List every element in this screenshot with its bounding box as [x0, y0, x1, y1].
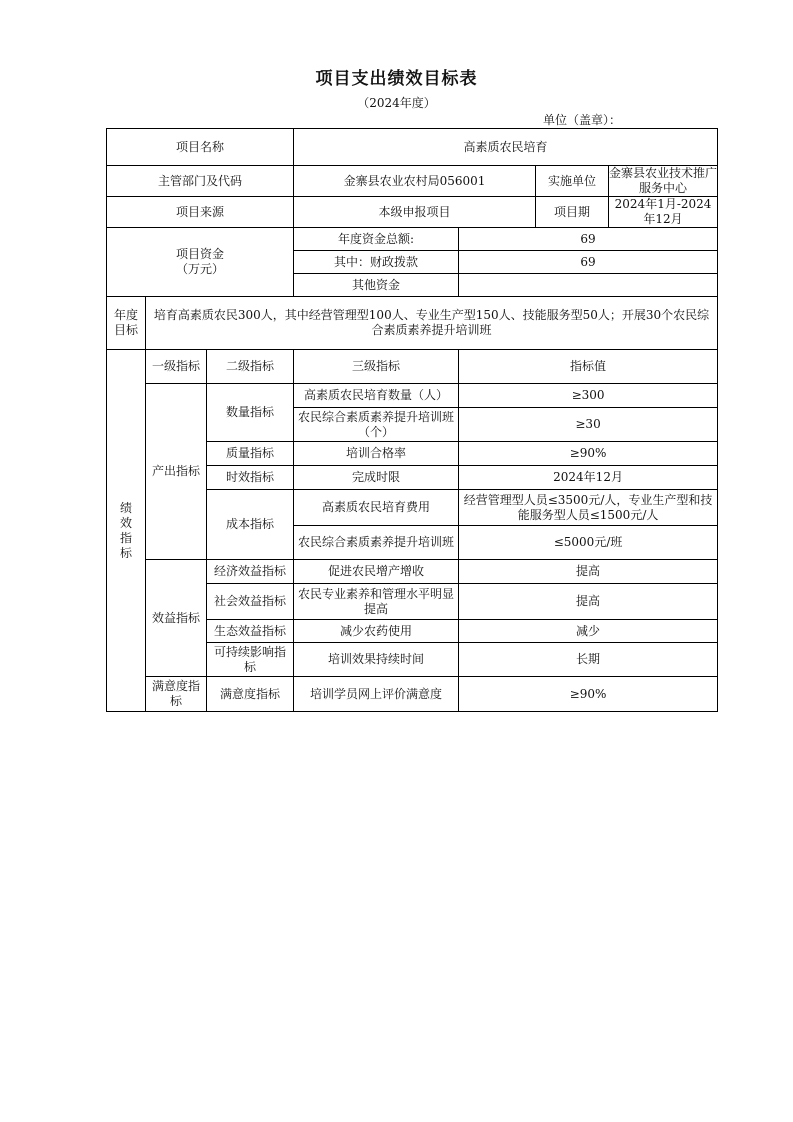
indicator-name: 培训合格率 [294, 442, 459, 466]
table-row [107, 166, 718, 197]
funds-label-line1: 项目资金 [176, 247, 225, 261]
unit-stamp-label: 单位（盖章）： [543, 113, 622, 127]
social-indicators-label: 社会效益指标 [207, 584, 294, 620]
indicator-value: ≥300 [459, 384, 718, 408]
performance-target-table [106, 128, 718, 712]
document-title: 项目支出绩效目标表 [315, 69, 478, 89]
period-cell [536, 197, 718, 228]
table-row [107, 129, 718, 166]
indicator-name: 高素质农民培育数量（人） [294, 384, 459, 408]
dept-label: 主管部门及代码 [107, 166, 294, 197]
indicator-name: 减少农药使用 [294, 620, 459, 643]
sustainability-indicators-label: 可持续影响指标 [207, 643, 294, 677]
impl-unit-label: 实施单位 [536, 166, 609, 196]
funds-fiscal-value: 69 [459, 251, 718, 274]
table-row [107, 228, 718, 251]
header-value: 指标值 [459, 350, 718, 384]
indicator-value: ≥90% [459, 677, 718, 712]
satisfaction-indicators-label: 满意度指标 [146, 677, 207, 712]
period-label: 项目期 [536, 197, 609, 227]
indicator-name: 农民专业素养和管理水平明显提高 [294, 584, 459, 620]
indicator-value: 提高 [459, 560, 718, 584]
quality-indicators-label: 质量指标 [207, 442, 294, 466]
impl-unit-cell [536, 166, 718, 197]
indicator-value: 减少 [459, 620, 718, 643]
table-row [107, 560, 718, 584]
annual-goal-text: 培育高素质农民300人，其中经营管理型100人、专业生产型150人、技能服务型50人；开展30个农民综合素质素养提升培训班 [146, 297, 718, 350]
indicator-value: ≥90% [459, 442, 718, 466]
table-row [107, 350, 718, 384]
indicator-value: 长期 [459, 643, 718, 677]
satisfaction-sub-label: 满意度指标 [207, 677, 294, 712]
table-row [107, 677, 718, 712]
period-value: 2024年1月-2024年12月 [614, 197, 712, 226]
project-name-value: 高素质农民培育 [294, 129, 718, 166]
funds-label-line2: （万元） [176, 262, 225, 276]
annual-goal-label-line1: 年度 [113, 308, 138, 322]
performance-char: 标 [119, 545, 132, 560]
source-label: 项目来源 [107, 197, 294, 228]
dept-value: 金寨县农业农村局056001 [294, 166, 536, 197]
table-row [107, 384, 718, 408]
funds-label [107, 228, 294, 297]
performance-char: 指 [119, 530, 132, 545]
funds-total-label: 年度资金总额: [294, 228, 459, 251]
table-row [107, 297, 718, 350]
annual-goal-label-line2: 目标 [113, 323, 138, 337]
ecological-indicators-label: 生态效益指标 [207, 620, 294, 643]
header-level2: 二级指标 [207, 350, 294, 384]
cost-indicators-label: 成本指标 [207, 490, 294, 560]
time-indicators-label: 时效指标 [207, 466, 294, 490]
funds-other-label: 其他资金 [294, 274, 459, 297]
funds-fiscal-label: 其中：财政拨款 [294, 251, 459, 274]
indicator-name: 培训效果持续时间 [294, 643, 459, 677]
funds-total-value: 69 [459, 228, 718, 251]
indicator-name: 促进农民增产增收 [294, 560, 459, 584]
indicator-name: 农民综合素质素养提升培训班（个） [294, 408, 459, 442]
performance-char: 绩 [119, 500, 132, 515]
header-level3: 三级指标 [294, 350, 459, 384]
performance-char: 效 [119, 515, 132, 530]
impl-unit-value: 金寨县农业技术推广服务中心 [609, 166, 718, 195]
indicator-name: 完成时限 [294, 466, 459, 490]
header-level1: 一级指标 [146, 350, 207, 384]
project-name-label: 项目名称 [107, 129, 294, 166]
performance-indicators-label [107, 350, 146, 712]
output-indicators-label: 产出指标 [146, 384, 207, 560]
indicator-name: 农民综合素质素养提升培训班 [294, 526, 459, 560]
funds-other-value [459, 274, 718, 297]
quantity-indicators-label: 数量指标 [207, 384, 294, 442]
source-value: 本级申报项目 [294, 197, 536, 228]
document-year: （2024年度） [357, 96, 436, 110]
indicator-name: 高素质农民培育费用 [294, 490, 459, 526]
annual-goal-label [107, 297, 146, 350]
economic-indicators-label: 经济效益指标 [207, 560, 294, 584]
indicator-value: ≥30 [459, 408, 718, 442]
indicator-value: 2024年12月 [459, 466, 718, 490]
indicator-name: 培训学员网上评价满意度 [294, 677, 459, 712]
benefit-indicators-label: 效益指标 [146, 560, 207, 677]
indicator-value: 提高 [459, 584, 718, 620]
table-row [107, 197, 718, 228]
indicator-value: 经营管理型人员≤3500元/人，专业生产型和技能服务型人员≤1500元/人 [459, 490, 718, 526]
indicator-value: ≤5000元/班 [459, 526, 718, 560]
